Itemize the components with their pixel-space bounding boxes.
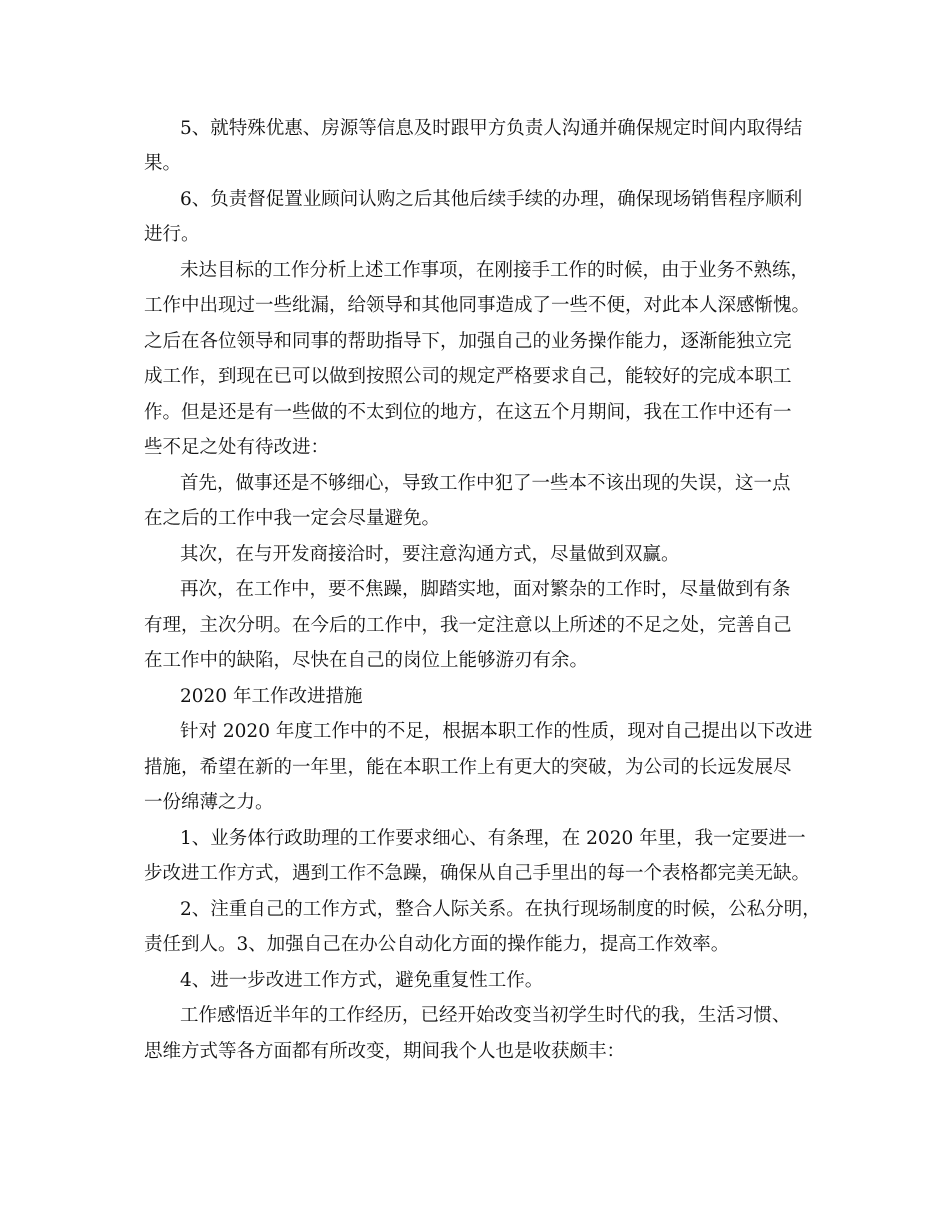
paragraph-line: 一份绵薄之力。 — [144, 792, 274, 813]
paragraph-line: 工作感悟近半年的工作经历，已经开始改变当初学生时代的我，生活习惯、 — [180, 1005, 791, 1026]
paragraph-line: 措施，希望在新的一年里，能在本职工作上有更大的突破，为公司的长远发展尽 — [144, 757, 792, 778]
paragraph-line: 针对 2020 年度工作中的不足，根据本职工作的性质，现对自己提出以下改进 — [180, 721, 813, 742]
section-heading: 2020 年工作改进措施 — [180, 686, 363, 707]
paragraph-line: 4、进一步改进工作方式，避免重复性工作。 — [180, 970, 544, 991]
paragraph-line: 其次，在与开发商接洽时，要注意沟通方式，尽量做到双赢。 — [180, 544, 680, 565]
paragraph-line: 责任到人。3、加强自己在办公自动化方面的操作能力，提高工作效率。 — [144, 934, 730, 955]
paragraph-line: 步改进工作方式，遇到工作不急躁，确保从自己手里出的每一个表格都完美无缺。 — [144, 863, 811, 884]
paragraph-line: 未达目标的工作分析上述工作事项，在刚接手工作的时候，由于业务不熟练， — [180, 260, 810, 281]
paragraph-line: 成工作，到现在已可以做到按照公司的规定严格要求自己，能较好的完成本职工 — [144, 366, 792, 387]
paragraph-line: 再次，在工作中，要不焦躁，脚踏实地，面对繁杂的工作时，尽量做到有条 — [180, 579, 791, 600]
paragraph-line: 1、业务体行政助理的工作要求细心、有条理，在 2020 年里，我一定要进一 — [180, 828, 806, 849]
paragraph-line: 果。 — [144, 153, 182, 174]
paragraph-line: 些不足之处有待改进： — [144, 437, 330, 458]
paragraph-line: 在工作中的缺陷，尽快在自己的岗位上能够游刃有余。 — [144, 650, 589, 671]
paragraph-line: 之后在各位领导和同事的帮助指导下，加强自己的业务操作能力，逐渐能独立完 — [144, 331, 792, 352]
paragraph-line: 工作中出现过一些纰漏，给领导和其他同事造成了一些不便，对此本人深感惭愧。 — [144, 295, 811, 316]
paragraph-line: 有理，主次分明。在今后的工作中，我一定注意以上所述的不足之处，完善自己 — [144, 615, 792, 636]
paragraph-line: 思维方式等各方面都有所改变，期间我个人也是收获颇丰： — [144, 1041, 626, 1062]
paragraph-line: 5、就特殊优惠、房源等信息及时跟甲方负责人沟通并确保规定时间内取得结 — [180, 118, 803, 139]
paragraph-line: 在之后的工作中我一定会尽量避免。 — [144, 508, 441, 529]
paragraph-line: 进行。 — [144, 224, 200, 245]
paragraph-line: 6、负责督促置业顾问认购之后其他后续手续的办理，确保现场销售程序顺利 — [180, 189, 803, 210]
paragraph-line: 作。但是还是有一些做的不太到位的地方，在这五个月期间，我在工作中还有一 — [144, 402, 792, 423]
paragraph-line: 2、注重自己的工作方式，整合人际关系。在执行现场制度的时候，公私分明， — [180, 899, 821, 920]
paragraph-line: 首先，做事还是不够细心，导致工作中犯了一些本不该出现的失误，这一点 — [180, 473, 791, 494]
